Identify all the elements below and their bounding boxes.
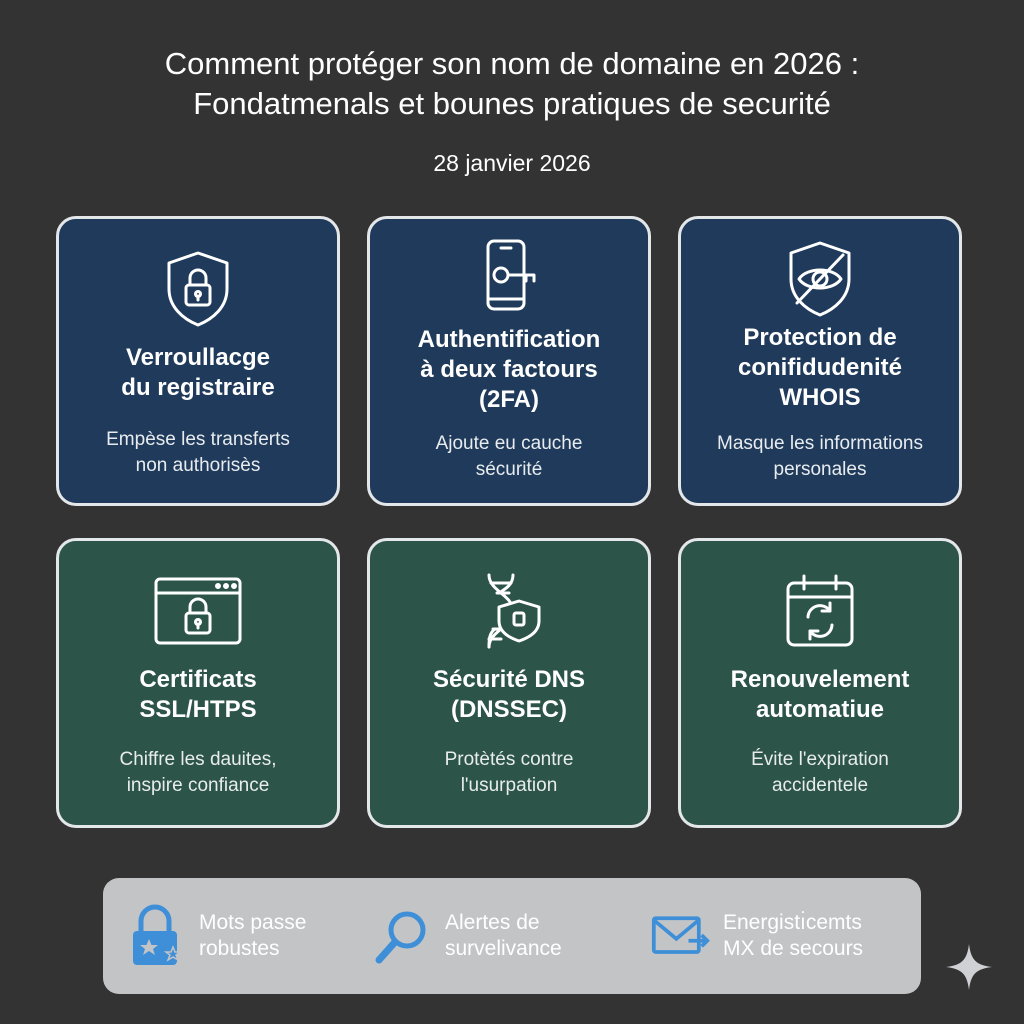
browser-lock-icon [59,573,337,649]
tip-monitoring-alerts [373,878,562,994]
tip-label-line-2: robustes [199,937,280,960]
card-registrar-lock [56,216,340,506]
card-ssl-https [56,538,340,828]
magnifier-icon [373,906,433,966]
card-description: Évite l'expiration accidentele [751,749,889,796]
card-description: Empèse les transferts non authorisès [106,429,290,476]
card-title: Protection de conifidudenité WHOIS [738,324,902,411]
padlock-stars-icon [127,906,187,966]
envelope-arrow-icon [651,906,711,966]
card-description: Ajoute eu cauche sécurité [435,433,583,480]
card-title: Sécurité DNS (DNSSEC) [432,666,586,723]
card-whois-privacy [678,216,962,506]
tip-strong-passwords [127,878,306,994]
tip-label-line-1: Mots passe [199,911,307,934]
page-title-line-2: Fondatmenals et bounes pratiques de securité [193,86,831,121]
shield-eye-slash-icon [681,239,959,319]
tip-label-line-2: survelivance [445,937,562,960]
tip-backup-mx [651,878,863,994]
bottom-tips-bar [103,878,921,994]
card-title: Authentification à deux factours (2FA) [417,326,601,413]
page-date: 28 janvier 2026 [433,150,591,176]
card-title: Certificats SSL/HTPS [139,666,257,723]
calendar-refresh-icon [681,571,959,651]
card-title: Renouvelement automatiue [730,666,910,723]
tip-label-line-2: MX de secours [723,937,864,960]
page-title [0,44,1024,124]
shield-lock-icon [59,249,337,329]
dna-shield-icon [370,571,648,651]
card-two-factor [367,216,651,506]
tip-label-line-1: Alertes de [445,911,540,934]
card-title: Verroullacge du registraire [121,344,275,401]
card-description: Masque les informations personales [717,433,923,480]
card-auto-renewal [678,538,962,828]
sparkle-icon [944,942,994,997]
card-description: Chiffre les dauites, inspire confiance [119,749,277,796]
phone-key-icon [370,237,648,317]
page-title-line-1: Comment protéger son nom de domaine en 2026 : [164,46,860,81]
card-dnssec [367,538,651,828]
card-description: Protètés contre l'usurpation [444,749,574,796]
tip-label-line-1: Energistı̇cemts [723,911,862,934]
